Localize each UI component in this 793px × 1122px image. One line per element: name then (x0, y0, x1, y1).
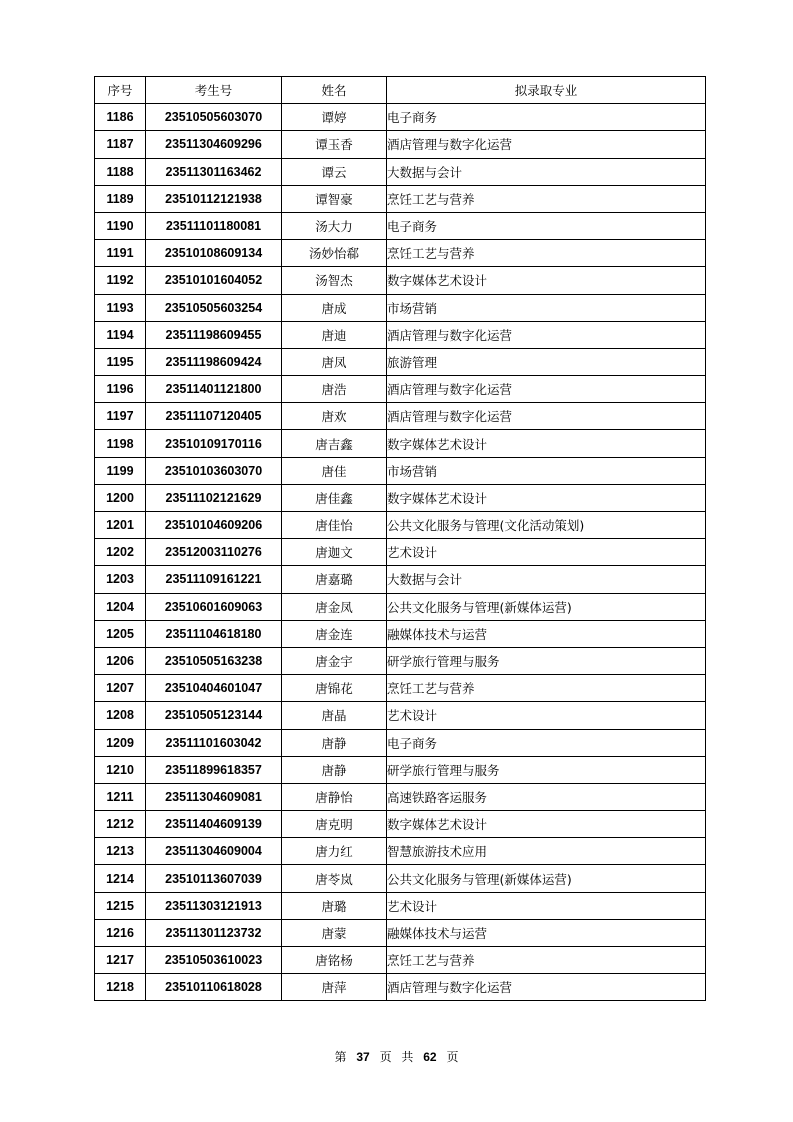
cell-name: 唐铭杨 (282, 947, 387, 974)
table-row (95, 457, 706, 484)
cell-major: 酒店管理与数字化运营 (387, 974, 706, 1001)
cell-exam-id: 23511304609081 (146, 783, 282, 810)
cell-name: 唐静 (282, 756, 387, 783)
cell-name: 唐浩 (282, 376, 387, 403)
table-row (95, 539, 706, 566)
cell-major: 酒店管理与数字化运营 (387, 376, 706, 403)
table-row (95, 919, 706, 946)
cell-exam-id: 23511304609296 (146, 131, 282, 158)
table-row (95, 729, 706, 756)
cell-exam-id: 23511301123732 (146, 919, 282, 946)
header-name: 姓名 (282, 77, 387, 104)
footer-total-word: 共 (401, 1050, 414, 1064)
cell-exam-id: 23510110618028 (146, 974, 282, 1001)
cell-name: 唐静 (282, 729, 387, 756)
header-exam-id: 考生号 (146, 77, 282, 104)
cell-name: 唐锦花 (282, 675, 387, 702)
table-row (95, 376, 706, 403)
table-row (95, 294, 706, 321)
cell-name: 汤妙怡郗 (282, 240, 387, 267)
cell-major: 数字媒体艺术设计 (387, 811, 706, 838)
cell-seq: 1187 (95, 131, 146, 158)
cell-major: 公共文化服务与管理(文化活动策划) (387, 512, 706, 539)
table-row (95, 811, 706, 838)
cell-seq: 1211 (95, 783, 146, 810)
cell-name: 谭婷 (282, 104, 387, 131)
header-major: 拟录取专业 (387, 77, 706, 104)
cell-name: 唐成 (282, 294, 387, 321)
cell-seq: 1186 (95, 104, 146, 131)
cell-seq: 1212 (95, 811, 146, 838)
cell-seq: 1201 (95, 512, 146, 539)
cell-exam-id: 23511303121913 (146, 892, 282, 919)
table-row (95, 865, 706, 892)
cell-name: 唐迦文 (282, 539, 387, 566)
table-row (95, 647, 706, 674)
table-row (95, 838, 706, 865)
cell-seq: 1208 (95, 702, 146, 729)
cell-name: 谭云 (282, 158, 387, 185)
cell-name: 唐力红 (282, 838, 387, 865)
cell-exam-id: 23510505163238 (146, 647, 282, 674)
cell-exam-id: 23512003110276 (146, 539, 282, 566)
cell-exam-id: 23511102121629 (146, 484, 282, 511)
cell-major: 电子商务 (387, 104, 706, 131)
table-row (95, 593, 706, 620)
cell-major: 市场营销 (387, 294, 706, 321)
cell-exam-id: 23510108609134 (146, 240, 282, 267)
cell-seq: 1195 (95, 348, 146, 375)
table-row (95, 675, 706, 702)
cell-major: 电子商务 (387, 729, 706, 756)
cell-name: 唐凤 (282, 348, 387, 375)
cell-name: 唐苓岚 (282, 865, 387, 892)
cell-exam-id: 23510113607039 (146, 865, 282, 892)
footer-page-word: 页 (379, 1050, 392, 1064)
cell-major: 烹饪工艺与营养 (387, 947, 706, 974)
table-row (95, 430, 706, 457)
table-row (95, 974, 706, 1001)
cell-exam-id: 23510103603070 (146, 457, 282, 484)
cell-exam-id: 23511101180081 (146, 212, 282, 239)
cell-major: 大数据与会计 (387, 566, 706, 593)
cell-name: 唐迪 (282, 321, 387, 348)
admission-table (94, 76, 706, 1001)
cell-seq: 1200 (95, 484, 146, 511)
table-row (95, 512, 706, 539)
cell-major: 酒店管理与数字化运营 (387, 403, 706, 430)
cell-name: 唐璐 (282, 892, 387, 919)
cell-seq: 1191 (95, 240, 146, 267)
table-row (95, 484, 706, 511)
cell-seq: 1217 (95, 947, 146, 974)
cell-seq: 1210 (95, 756, 146, 783)
cell-exam-id: 23510505603070 (146, 104, 282, 131)
cell-name: 唐蒙 (282, 919, 387, 946)
cell-major: 酒店管理与数字化运营 (387, 131, 706, 158)
cell-major: 烹饪工艺与营养 (387, 185, 706, 212)
cell-name: 唐金宇 (282, 647, 387, 674)
table-row (95, 947, 706, 974)
cell-seq: 1213 (95, 838, 146, 865)
cell-seq: 1202 (95, 539, 146, 566)
cell-name: 汤大力 (282, 212, 387, 239)
cell-name: 谭智豪 (282, 185, 387, 212)
cell-major: 烹饪工艺与营养 (387, 240, 706, 267)
table-row (95, 212, 706, 239)
table-header-row (95, 77, 706, 104)
cell-major: 酒店管理与数字化运营 (387, 321, 706, 348)
cell-seq: 1209 (95, 729, 146, 756)
table-row (95, 131, 706, 158)
cell-seq: 1214 (95, 865, 146, 892)
cell-seq: 1199 (95, 457, 146, 484)
cell-exam-id: 23511401121800 (146, 376, 282, 403)
table-row (95, 403, 706, 430)
cell-seq: 1218 (95, 974, 146, 1001)
cell-major: 融媒体技术与运营 (387, 620, 706, 647)
table-row (95, 892, 706, 919)
footer-total-pages: 62 (423, 1050, 437, 1064)
cell-seq: 1192 (95, 267, 146, 294)
cell-seq: 1204 (95, 593, 146, 620)
cell-name: 唐静怡 (282, 783, 387, 810)
cell-seq: 1215 (95, 892, 146, 919)
table-row (95, 185, 706, 212)
footer-page-number: 37 (356, 1050, 370, 1064)
cell-major: 艺术设计 (387, 539, 706, 566)
cell-major: 公共文化服务与管理(新媒体运营) (387, 865, 706, 892)
cell-name: 汤智杰 (282, 267, 387, 294)
cell-exam-id: 23510601609063 (146, 593, 282, 620)
footer-prefix: 第 (334, 1050, 347, 1064)
cell-name: 唐金凤 (282, 593, 387, 620)
cell-exam-id: 23511198609424 (146, 348, 282, 375)
cell-seq: 1216 (95, 919, 146, 946)
table-row (95, 566, 706, 593)
cell-major: 艺术设计 (387, 702, 706, 729)
cell-seq: 1205 (95, 620, 146, 647)
table-row (95, 348, 706, 375)
cell-name: 唐克明 (282, 811, 387, 838)
cell-name: 唐佳怡 (282, 512, 387, 539)
cell-exam-id: 23511301163462 (146, 158, 282, 185)
cell-seq: 1207 (95, 675, 146, 702)
cell-exam-id: 23510109170116 (146, 430, 282, 457)
cell-major: 高速铁路客运服务 (387, 783, 706, 810)
cell-seq: 1194 (95, 321, 146, 348)
cell-name: 唐吉鑫 (282, 430, 387, 457)
cell-major: 智慧旅游技术应用 (387, 838, 706, 865)
cell-major: 艺术设计 (387, 892, 706, 919)
cell-exam-id: 23511109161221 (146, 566, 282, 593)
cell-name: 唐佳 (282, 457, 387, 484)
cell-name: 唐嘉璐 (282, 566, 387, 593)
cell-exam-id: 23511107120405 (146, 403, 282, 430)
cell-exam-id: 23510404601047 (146, 675, 282, 702)
cell-exam-id: 23510112121938 (146, 185, 282, 212)
table-row (95, 104, 706, 131)
table-row (95, 321, 706, 348)
cell-major: 公共文化服务与管理(新媒体运营) (387, 593, 706, 620)
cell-exam-id: 23510505603254 (146, 294, 282, 321)
cell-major: 烹饪工艺与营养 (387, 675, 706, 702)
cell-major: 旅游管理 (387, 348, 706, 375)
cell-major: 数字媒体艺术设计 (387, 484, 706, 511)
cell-seq: 1190 (95, 212, 146, 239)
cell-major: 大数据与会计 (387, 158, 706, 185)
footer-suffix: 页 (446, 1050, 459, 1064)
cell-exam-id: 23510505123144 (146, 702, 282, 729)
table-body (95, 104, 706, 1001)
cell-name: 唐金连 (282, 620, 387, 647)
cell-seq: 1189 (95, 185, 146, 212)
cell-major: 研学旅行管理与服务 (387, 756, 706, 783)
cell-seq: 1197 (95, 403, 146, 430)
table-row (95, 620, 706, 647)
cell-major: 数字媒体艺术设计 (387, 267, 706, 294)
cell-exam-id: 23510503610023 (146, 947, 282, 974)
cell-seq: 1188 (95, 158, 146, 185)
table-row (95, 158, 706, 185)
cell-exam-id: 23511899618357 (146, 756, 282, 783)
cell-name: 唐欢 (282, 403, 387, 430)
page-footer (0, 1048, 793, 1065)
cell-exam-id: 23510104609206 (146, 512, 282, 539)
cell-major: 市场营销 (387, 457, 706, 484)
cell-major: 电子商务 (387, 212, 706, 239)
table-row (95, 783, 706, 810)
table-row (95, 267, 706, 294)
table-row (95, 702, 706, 729)
cell-seq: 1196 (95, 376, 146, 403)
cell-major: 融媒体技术与运营 (387, 919, 706, 946)
cell-exam-id: 23511198609455 (146, 321, 282, 348)
cell-exam-id: 23511304609004 (146, 838, 282, 865)
header-seq: 序号 (95, 77, 146, 104)
cell-major: 研学旅行管理与服务 (387, 647, 706, 674)
cell-seq: 1198 (95, 430, 146, 457)
cell-name: 唐佳鑫 (282, 484, 387, 511)
cell-seq: 1193 (95, 294, 146, 321)
cell-name: 唐晶 (282, 702, 387, 729)
cell-seq: 1203 (95, 566, 146, 593)
cell-seq: 1206 (95, 647, 146, 674)
cell-exam-id: 23511101603042 (146, 729, 282, 756)
table-row (95, 756, 706, 783)
cell-name: 谭玉香 (282, 131, 387, 158)
cell-exam-id: 23511104618180 (146, 620, 282, 647)
cell-exam-id: 23510101604052 (146, 267, 282, 294)
cell-name: 唐萍 (282, 974, 387, 1001)
cell-major: 数字媒体艺术设计 (387, 430, 706, 457)
cell-exam-id: 23511404609139 (146, 811, 282, 838)
table-row (95, 240, 706, 267)
